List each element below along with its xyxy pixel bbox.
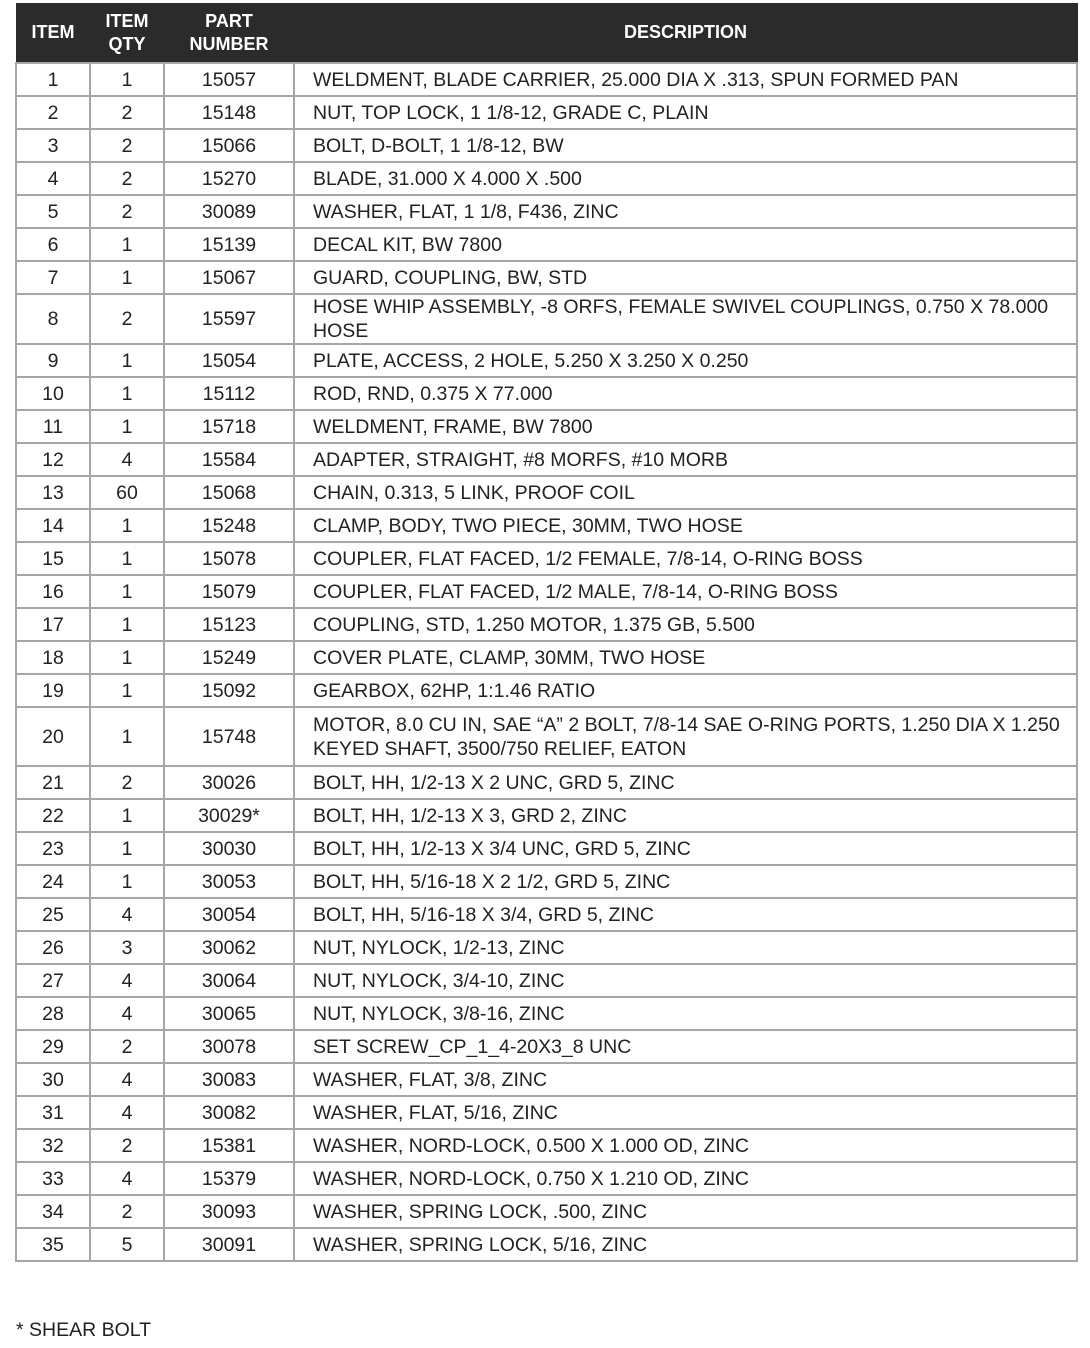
cell-item: 12 <box>16 443 90 476</box>
cell-description: BOLT, HH, 5/16-18 X 2 1/2, GRD 5, ZINC <box>294 865 1077 898</box>
cell-qty: 1 <box>90 228 164 261</box>
cell-item: 14 <box>16 509 90 542</box>
header-item-qty: ITEM QTY <box>90 3 164 63</box>
cell-qty: 1 <box>90 641 164 674</box>
cell-item: 6 <box>16 228 90 261</box>
table-row <box>16 1030 1077 1063</box>
cell-item: 11 <box>16 410 90 443</box>
cell-qty: 2 <box>90 162 164 195</box>
cell-part-number: 30053 <box>164 865 294 898</box>
cell-part-number: 15718 <box>164 410 294 443</box>
cell-part-number: 15139 <box>164 228 294 261</box>
cell-part-number: 15248 <box>164 509 294 542</box>
table-row <box>16 1096 1077 1129</box>
table-row <box>16 1129 1077 1162</box>
cell-description: WASHER, NORD-LOCK, 0.500 X 1.000 OD, ZINC <box>294 1129 1077 1162</box>
cell-part-number: 30078 <box>164 1030 294 1063</box>
cell-item: 31 <box>16 1096 90 1129</box>
cell-description: ADAPTER, STRAIGHT, #8 MORFS, #10 MORB <box>294 443 1077 476</box>
cell-part-number: 15068 <box>164 476 294 509</box>
header-description: DESCRIPTION <box>294 3 1077 63</box>
cell-qty: 4 <box>90 964 164 997</box>
cell-description: BOLT, HH, 1/2-13 X 3, GRD 2, ZINC <box>294 799 1077 832</box>
cell-qty: 4 <box>90 898 164 931</box>
cell-part-number: 15078 <box>164 542 294 575</box>
cell-item: 26 <box>16 931 90 964</box>
cell-description: NUT, NYLOCK, 3/4-10, ZINC <box>294 964 1077 997</box>
cell-item: 30 <box>16 1063 90 1096</box>
cell-item: 16 <box>16 575 90 608</box>
cell-description: WELDMENT, FRAME, BW 7800 <box>294 410 1077 443</box>
cell-item: 4 <box>16 162 90 195</box>
cell-item: 8 <box>16 294 90 344</box>
cell-description: WASHER, SPRING LOCK, .500, ZINC <box>294 1195 1077 1228</box>
cell-description: COUPLER, FLAT FACED, 1/2 MALE, 7/8-14, O-RING BOSS <box>294 575 1077 608</box>
cell-description: NUT, NYLOCK, 3/8-16, ZINC <box>294 997 1077 1030</box>
cell-part-number: 15067 <box>164 261 294 294</box>
cell-description: BOLT, HH, 1/2-13 X 3/4 UNC, GRD 5, ZINC <box>294 832 1077 865</box>
cell-item: 19 <box>16 674 90 707</box>
table-row <box>16 1162 1077 1195</box>
cell-qty: 2 <box>90 294 164 344</box>
cell-item: 21 <box>16 766 90 799</box>
table-row <box>16 377 1077 410</box>
cell-qty: 4 <box>90 1096 164 1129</box>
cell-item: 2 <box>16 96 90 129</box>
cell-description: NUT, NYLOCK, 1/2-13, ZINC <box>294 931 1077 964</box>
table-header-row <box>16 3 1077 63</box>
cell-item: 15 <box>16 542 90 575</box>
table-row <box>16 294 1077 344</box>
cell-qty: 2 <box>90 1195 164 1228</box>
footnote: * SHEAR BOLT <box>16 1319 152 1341</box>
cell-description: WASHER, FLAT, 5/16, ZINC <box>294 1096 1077 1129</box>
cell-qty: 1 <box>90 865 164 898</box>
cell-item: 18 <box>16 641 90 674</box>
cell-part-number: 15123 <box>164 608 294 641</box>
cell-qty: 3 <box>90 931 164 964</box>
table-row <box>16 261 1077 294</box>
cell-description: CLAMP, BODY, TWO PIECE, 30MM, TWO HOSE <box>294 509 1077 542</box>
table-row <box>16 228 1077 261</box>
cell-part-number: 30062 <box>164 931 294 964</box>
table-row <box>16 832 1077 865</box>
cell-item: 5 <box>16 195 90 228</box>
table-row <box>16 542 1077 575</box>
cell-qty: 1 <box>90 344 164 377</box>
cell-description: WASHER, SPRING LOCK, 5/16, ZINC <box>294 1228 1077 1261</box>
cell-description: GEARBOX, 62HP, 1:1.46 RATIO <box>294 674 1077 707</box>
cell-qty: 1 <box>90 261 164 294</box>
cell-part-number: 30091 <box>164 1228 294 1261</box>
table-row <box>16 476 1077 509</box>
cell-part-number: 30030 <box>164 832 294 865</box>
cell-item: 28 <box>16 997 90 1030</box>
cell-description: WASHER, FLAT, 1 1/8, F436, ZINC <box>294 195 1077 228</box>
cell-part-number: 15148 <box>164 96 294 129</box>
table-row <box>16 608 1077 641</box>
table-row <box>16 1228 1077 1261</box>
cell-part-number: 15584 <box>164 443 294 476</box>
cell-qty: 2 <box>90 1129 164 1162</box>
cell-qty: 1 <box>90 377 164 410</box>
cell-qty: 1 <box>90 509 164 542</box>
cell-item: 29 <box>16 1030 90 1063</box>
cell-part-number: 15079 <box>164 575 294 608</box>
cell-part-number: 30093 <box>164 1195 294 1228</box>
cell-part-number: 15381 <box>164 1129 294 1162</box>
table-row <box>16 674 1077 707</box>
cell-part-number: 15054 <box>164 344 294 377</box>
cell-item: 24 <box>16 865 90 898</box>
table-row <box>16 898 1077 931</box>
cell-description: BOLT, HH, 1/2-13 X 2 UNC, GRD 5, ZINC <box>294 766 1077 799</box>
cell-part-number: 30029* <box>164 799 294 832</box>
cell-part-number: 15748 <box>164 707 294 766</box>
cell-item: 17 <box>16 608 90 641</box>
cell-description: COVER PLATE, CLAMP, 30MM, TWO HOSE <box>294 641 1077 674</box>
cell-description: CHAIN, 0.313, 5 LINK, PROOF COIL <box>294 476 1077 509</box>
header-part-number: PART NUMBER <box>164 3 294 63</box>
cell-item: 10 <box>16 377 90 410</box>
cell-qty: 1 <box>90 707 164 766</box>
table-row <box>16 1063 1077 1096</box>
cell-part-number: 15066 <box>164 129 294 162</box>
cell-item: 23 <box>16 832 90 865</box>
table-row <box>16 641 1077 674</box>
cell-qty: 2 <box>90 766 164 799</box>
cell-part-number: 30082 <box>164 1096 294 1129</box>
table-row <box>16 575 1077 608</box>
parts-table <box>15 3 1078 1262</box>
parts-table-body <box>16 63 1077 1261</box>
table-row <box>16 997 1077 1030</box>
cell-qty: 1 <box>90 674 164 707</box>
table-row <box>16 964 1077 997</box>
cell-qty: 60 <box>90 476 164 509</box>
cell-part-number: 30064 <box>164 964 294 997</box>
table-row <box>16 865 1077 898</box>
cell-part-number: 15057 <box>164 63 294 96</box>
cell-part-number: 15270 <box>164 162 294 195</box>
cell-item: 3 <box>16 129 90 162</box>
cell-item: 20 <box>16 707 90 766</box>
cell-description: MOTOR, 8.0 CU IN, SAE “A” 2 BOLT, 7/8-14 SAE O-RING PORTS, 1.250 DIA X 1.250 KEYED SHAFT, 3500/750 RELIEF, EATON <box>294 707 1077 766</box>
cell-qty: 1 <box>90 799 164 832</box>
cell-qty: 4 <box>90 1162 164 1195</box>
cell-description: COUPLING, STD, 1.250 MOTOR, 1.375 GB, 5.500 <box>294 608 1077 641</box>
table-row <box>16 96 1077 129</box>
cell-description: WASHER, FLAT, 3/8, ZINC <box>294 1063 1077 1096</box>
cell-qty: 1 <box>90 542 164 575</box>
cell-item: 32 <box>16 1129 90 1162</box>
cell-description: HOSE WHIP ASSEMBLY, -8 ORFS, FEMALE SWIVEL COUPLINGS, 0.750 X 78.000 HOSE <box>294 294 1077 344</box>
table-row <box>16 344 1077 377</box>
cell-description: DECAL KIT, BW 7800 <box>294 228 1077 261</box>
cell-qty: 1 <box>90 575 164 608</box>
cell-item: 22 <box>16 799 90 832</box>
cell-qty: 1 <box>90 63 164 96</box>
cell-part-number: 15597 <box>164 294 294 344</box>
table-row <box>16 509 1077 542</box>
cell-item: 7 <box>16 261 90 294</box>
cell-part-number: 30065 <box>164 997 294 1030</box>
cell-item: 27 <box>16 964 90 997</box>
table-row <box>16 443 1077 476</box>
table-row <box>16 707 1077 766</box>
table-row <box>16 799 1077 832</box>
cell-item: 33 <box>16 1162 90 1195</box>
cell-description: GUARD, COUPLING, BW, STD <box>294 261 1077 294</box>
cell-part-number: 30083 <box>164 1063 294 1096</box>
cell-description: BOLT, HH, 5/16-18 X 3/4, GRD 5, ZINC <box>294 898 1077 931</box>
cell-description: SET SCREW_CP_1_4-20X3_8 UNC <box>294 1030 1077 1063</box>
cell-qty: 2 <box>90 1030 164 1063</box>
cell-item: 13 <box>16 476 90 509</box>
cell-qty: 4 <box>90 1063 164 1096</box>
cell-item: 9 <box>16 344 90 377</box>
cell-item: 34 <box>16 1195 90 1228</box>
cell-description: NUT, TOP LOCK, 1 1/8-12, GRADE C, PLAIN <box>294 96 1077 129</box>
cell-item: 35 <box>16 1228 90 1261</box>
cell-qty: 4 <box>90 443 164 476</box>
cell-qty: 1 <box>90 608 164 641</box>
cell-qty: 1 <box>90 410 164 443</box>
cell-description: WELDMENT, BLADE CARRIER, 25.000 DIA X .313, SPUN FORMED PAN <box>294 63 1077 96</box>
cell-item: 25 <box>16 898 90 931</box>
cell-part-number: 15379 <box>164 1162 294 1195</box>
table-row <box>16 162 1077 195</box>
table-row <box>16 1195 1077 1228</box>
cell-description: COUPLER, FLAT FACED, 1/2 FEMALE, 7/8-14, O-RING BOSS <box>294 542 1077 575</box>
cell-description: BOLT, D-BOLT, 1 1/8-12, BW <box>294 129 1077 162</box>
cell-qty: 4 <box>90 997 164 1030</box>
cell-qty: 2 <box>90 195 164 228</box>
cell-description: WASHER, NORD-LOCK, 0.750 X 1.210 OD, ZINC <box>294 1162 1077 1195</box>
cell-part-number: 15092 <box>164 674 294 707</box>
table-row <box>16 63 1077 96</box>
table-row <box>16 766 1077 799</box>
cell-part-number: 30054 <box>164 898 294 931</box>
cell-qty: 1 <box>90 832 164 865</box>
cell-part-number: 30026 <box>164 766 294 799</box>
cell-qty: 2 <box>90 129 164 162</box>
header-item: ITEM <box>16 3 90 63</box>
table-row <box>16 195 1077 228</box>
cell-part-number: 30089 <box>164 195 294 228</box>
table-row <box>16 129 1077 162</box>
cell-qty: 5 <box>90 1228 164 1261</box>
cell-part-number: 15249 <box>164 641 294 674</box>
cell-description: BLADE, 31.000 X 4.000 X .500 <box>294 162 1077 195</box>
table-row <box>16 931 1077 964</box>
cell-description: ROD, RND, 0.375 X 77.000 <box>294 377 1077 410</box>
cell-description: PLATE, ACCESS, 2 HOLE, 5.250 X 3.250 X 0.250 <box>294 344 1077 377</box>
table-row <box>16 410 1077 443</box>
cell-qty: 2 <box>90 96 164 129</box>
cell-item: 1 <box>16 63 90 96</box>
cell-part-number: 15112 <box>164 377 294 410</box>
